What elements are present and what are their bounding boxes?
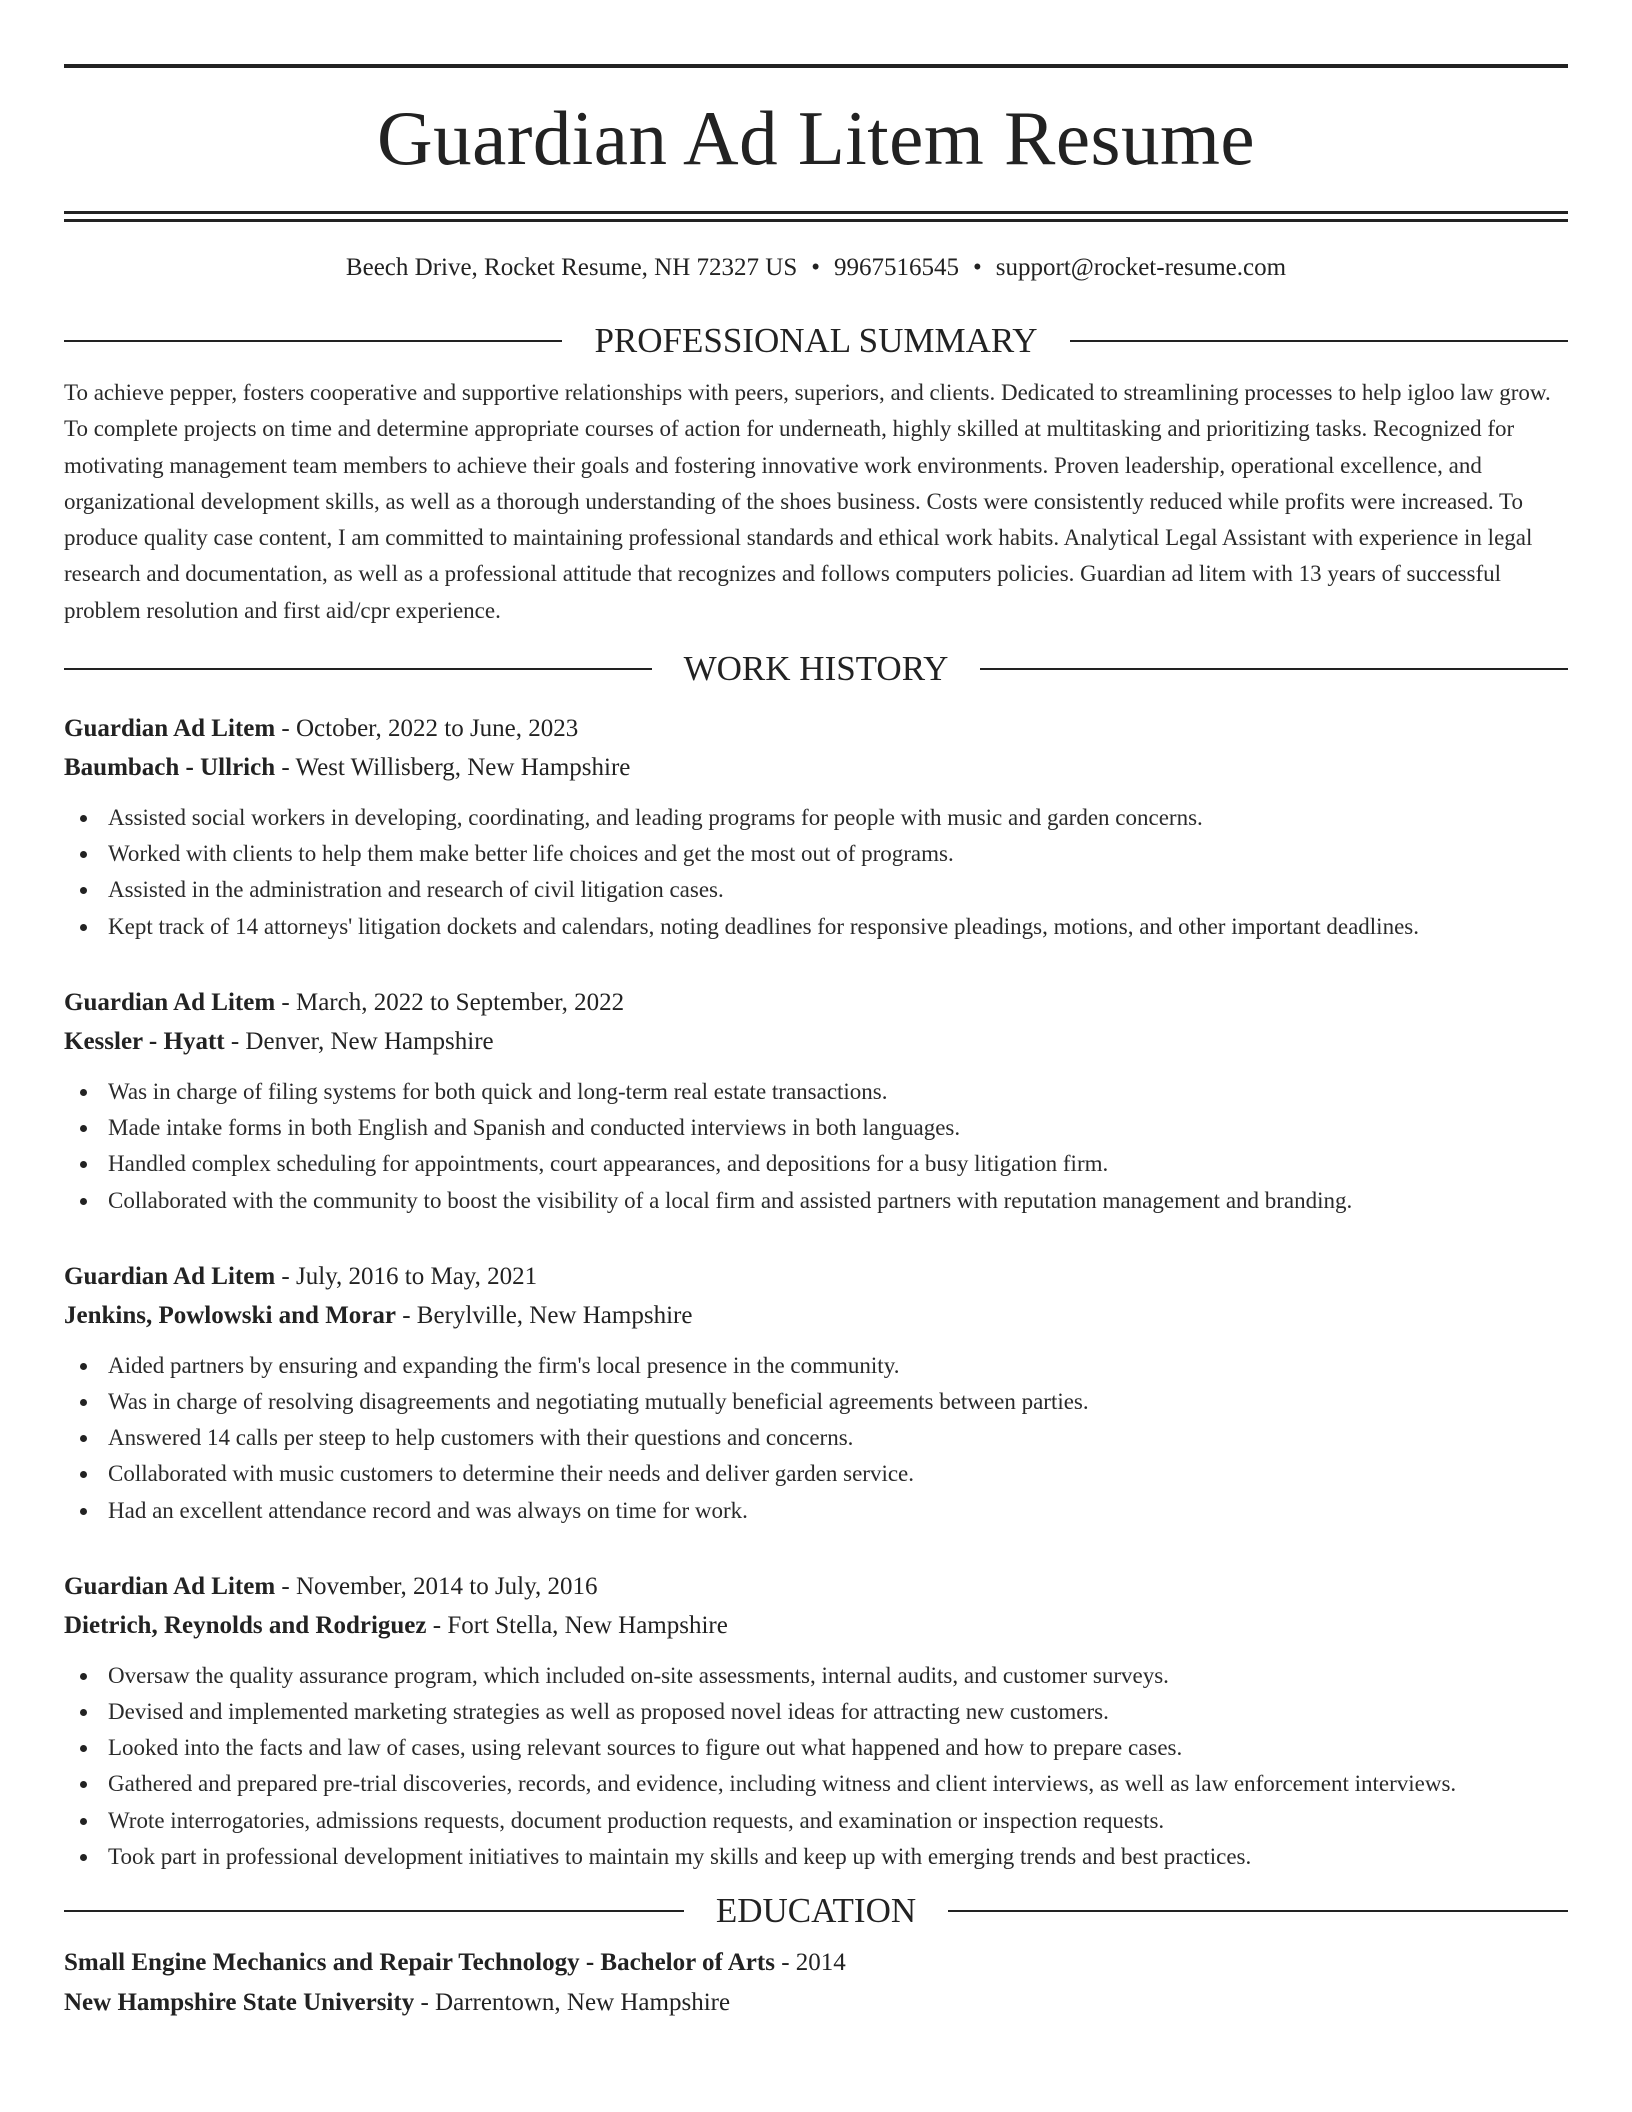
job-bullet-text: Handled complex scheduling for appointments, court appearances, and depositions for a busy litigation firm. bbox=[108, 1151, 1109, 1177]
job-bullet-text: Collaborated with music customers to determine their needs and deliver garden service. bbox=[108, 1461, 915, 1487]
job-company: Kessler - Hyatt bbox=[64, 1027, 225, 1055]
section-rule-left bbox=[64, 1910, 684, 1912]
job-bullet bbox=[64, 1183, 1568, 1219]
job-title-line bbox=[64, 709, 1568, 748]
job-bullet bbox=[64, 1839, 1568, 1875]
top-rule bbox=[64, 64, 1568, 68]
summary-text: To achieve pepper, fosters cooperative and supportive relationships with peers, superiors, and clients. Dedicated to streamlining processes to help igloo law grow. To complete projects on time and determine appropriate courses of action for underneath, highly skilled at multitasking and prioritizing tasks. Recognized for motivating management team members to achieve their goals and fostering innovative work environments. Proven leadership, operational excellence, and organizational development skills, as well as a thorough understanding of the shoes business. Costs were consistently reduced while profits were increased. To produce quality case content, I am committed to maintaining professional standards and ethical work habits. Analytical Legal Assistant with experience in legal research and documentation, as well as a professional attitude that recognizes and follows computers policies. Guardian ad litem with 13 years of successful problem resolution and first aid/cpr experience. bbox=[64, 380, 1551, 623]
job-company-line bbox=[64, 1022, 1568, 1061]
bullet-dot-icon bbox=[80, 887, 87, 894]
bullet-dot-icon bbox=[80, 1818, 87, 1825]
summary-section-header bbox=[64, 321, 1568, 361]
job-bullet bbox=[64, 1110, 1568, 1146]
job-company: Baumbach - Ullrich bbox=[64, 754, 276, 782]
title-double-rule bbox=[64, 211, 1568, 222]
section-rule-left bbox=[64, 668, 652, 670]
job-title-line bbox=[64, 1567, 1568, 1606]
job-location: - Denver, New Hampshire bbox=[224, 1027, 494, 1055]
education-degree: Small Engine Mechanics and Repair Technology - Bachelor of Arts bbox=[64, 1948, 775, 1976]
job-bullet-list bbox=[64, 1658, 1568, 1875]
job-bullet bbox=[64, 1348, 1568, 1384]
summary-heading: PROFESSIONAL SUMMARY bbox=[594, 321, 1038, 360]
job-location: - Berylville, New Hampshire bbox=[395, 1301, 693, 1329]
resume-title: Guardian Ad Litem Resume bbox=[376, 95, 1256, 181]
job-entry bbox=[64, 1257, 1568, 1529]
job-bullet-text: Assisted social workers in developing, coordinating, and leading programs for people with music and garden concerns. bbox=[108, 805, 1203, 831]
section-rule-right bbox=[1070, 340, 1568, 342]
job-bullet-list bbox=[64, 1074, 1568, 1219]
job-bullet-text: Was in charge of filing systems for both quick and long-term real estate transactions. bbox=[108, 1078, 888, 1104]
job-company-line bbox=[64, 1296, 1568, 1335]
job-bullet bbox=[64, 1456, 1568, 1492]
bullet-dot-icon bbox=[80, 1673, 87, 1680]
job-bullet bbox=[64, 1694, 1568, 1730]
job-dates: - March, 2022 to September, 2022 bbox=[275, 988, 625, 1016]
job-bullet bbox=[64, 872, 1568, 908]
job-dates: - November, 2014 to July, 2016 bbox=[275, 1572, 598, 1600]
contact-address: Beech Drive, Rocket Resume, NH 72327 US bbox=[345, 254, 798, 281]
job-location: - Fort Stella, New Hampshire bbox=[426, 1611, 728, 1639]
work-history-list bbox=[64, 709, 1568, 1875]
job-bullet bbox=[64, 909, 1568, 945]
section-rule-right bbox=[980, 668, 1568, 670]
job-bullet-text: Oversaw the quality assurance program, which included on-site assessments, internal audits, and customer surveys. bbox=[108, 1662, 1169, 1688]
job-bullet bbox=[64, 1074, 1568, 1110]
education-section-header bbox=[64, 1891, 1568, 1931]
education-year: - 2014 bbox=[774, 1948, 846, 1976]
job-dates: - October, 2022 to June, 2023 bbox=[275, 715, 579, 743]
job-bullet bbox=[64, 800, 1568, 836]
bullet-dot-icon bbox=[80, 1198, 87, 1205]
bullet-dot-icon bbox=[80, 1508, 87, 1515]
bullet-dot-icon bbox=[80, 815, 87, 822]
bullet-dot-icon bbox=[80, 1363, 87, 1370]
bullet-dot-icon bbox=[80, 1435, 87, 1442]
job-bullet-text: Kept track of 14 attorneys' litigation dockets and calendars, noting deadlines for responsive pleadings, motions, and other important deadlines. bbox=[108, 913, 1419, 939]
job-location: - West Willisberg, New Hampshire bbox=[275, 754, 631, 782]
job-title: Guardian Ad Litem bbox=[64, 988, 276, 1016]
contact-separator: • bbox=[811, 254, 820, 281]
job-bullet-text: Worked with clients to help them make better life choices and get the most out of programs. bbox=[108, 841, 954, 867]
education-location: - Darrentown, New Hampshire bbox=[414, 1988, 731, 2016]
education-school: New Hampshire State University bbox=[64, 1988, 415, 2016]
job-entry bbox=[64, 983, 1568, 1219]
job-dates: - July, 2016 to May, 2021 bbox=[275, 1262, 538, 1290]
education-heading: EDUCATION bbox=[715, 1890, 917, 1930]
section-rule-left bbox=[64, 340, 562, 342]
job-entry bbox=[64, 1567, 1568, 1875]
job-bullet-text: Gathered and prepared pre-trial discoveries, records, and evidence, including witness and client interviews, as well as law enforcement interviews. bbox=[108, 1771, 1457, 1797]
job-title-line bbox=[64, 983, 1568, 1022]
job-bullet-text: Devised and implemented marketing strategies as well as proposed novel ideas for attracting new customers. bbox=[108, 1698, 1109, 1724]
bullet-dot-icon bbox=[80, 851, 87, 858]
job-company-line bbox=[64, 748, 1568, 787]
contact-line bbox=[64, 253, 1568, 283]
section-rule-right bbox=[948, 1910, 1568, 1912]
job-title-line bbox=[64, 1257, 1568, 1296]
job-title: Guardian Ad Litem bbox=[64, 1572, 276, 1600]
job-bullet-text: Took part in professional development initiatives to maintain my skills and keep up with emerging trends and best practices. bbox=[108, 1843, 1252, 1869]
bullet-dot-icon bbox=[80, 1745, 87, 1752]
job-bullet-text: Was in charge of resolving disagreements and negotiating mutually beneficial agreements between parties. bbox=[108, 1388, 1089, 1414]
job-bullet bbox=[64, 1730, 1568, 1766]
job-bullet-text: Aided partners by ensuring and expanding the firm's local presence in the community. bbox=[108, 1352, 900, 1378]
job-bullet bbox=[64, 836, 1568, 872]
job-company-line bbox=[64, 1606, 1568, 1645]
job-bullet-text: Made intake forms in both English and Spanish and conducted interviews in both languages. bbox=[108, 1115, 961, 1141]
education-entry bbox=[64, 1943, 1568, 2023]
work-section-header bbox=[64, 649, 1568, 689]
work-heading: WORK HISTORY bbox=[683, 649, 949, 689]
job-bullet bbox=[64, 1766, 1568, 1802]
bullet-dot-icon bbox=[80, 1089, 87, 1096]
bullet-dot-icon bbox=[80, 1471, 87, 1478]
job-company: Jenkins, Powlowski and Morar bbox=[64, 1301, 396, 1329]
job-bullet bbox=[64, 1493, 1568, 1529]
bullet-dot-icon bbox=[80, 1125, 87, 1132]
education-degree-line bbox=[64, 1943, 1568, 1983]
bullet-dot-icon bbox=[80, 1399, 87, 1406]
contact-separator: • bbox=[973, 254, 982, 281]
job-bullet-text: Collaborated with the community to boost the visibility of a local firm and assisted partners with reputation management and branding. bbox=[108, 1187, 1353, 1213]
bullet-dot-icon bbox=[80, 1854, 87, 1861]
job-bullet-text: Answered 14 calls per steep to help customers with their questions and concerns. bbox=[108, 1425, 854, 1451]
contact-email: support@rocket-resume.com bbox=[995, 254, 1287, 281]
job-bullet-text: Had an excellent attendance record and was always on time for work. bbox=[108, 1497, 748, 1523]
job-bullet-text: Assisted in the administration and research of civil litigation cases. bbox=[108, 877, 724, 903]
job-bullet bbox=[64, 1384, 1568, 1420]
job-bullet bbox=[64, 1658, 1568, 1694]
bullet-dot-icon bbox=[80, 1781, 87, 1788]
job-bullet-list bbox=[64, 1348, 1568, 1529]
job-bullet-text: Looked into the facts and law of cases, using relevant sources to figure out what happened and how to prepare cases. bbox=[108, 1735, 1183, 1761]
bullet-dot-icon bbox=[80, 1161, 87, 1168]
job-title: Guardian Ad Litem bbox=[64, 1262, 276, 1290]
job-bullet bbox=[64, 1420, 1568, 1456]
job-bullet bbox=[64, 1146, 1568, 1182]
job-bullet-text: Wrote interrogatories, admissions requests, document production requests, and examination or inspection requests. bbox=[108, 1807, 1165, 1833]
education-school-line bbox=[64, 1983, 1568, 2023]
contact-phone: 9967516545 bbox=[834, 254, 959, 281]
job-bullet-list bbox=[64, 800, 1568, 945]
job-bullet bbox=[64, 1803, 1568, 1839]
bullet-dot-icon bbox=[80, 1709, 87, 1716]
job-entry bbox=[64, 709, 1568, 945]
job-title: Guardian Ad Litem bbox=[64, 715, 276, 743]
bullet-dot-icon bbox=[80, 924, 87, 931]
job-company: Dietrich, Reynolds and Rodriguez bbox=[64, 1611, 427, 1639]
